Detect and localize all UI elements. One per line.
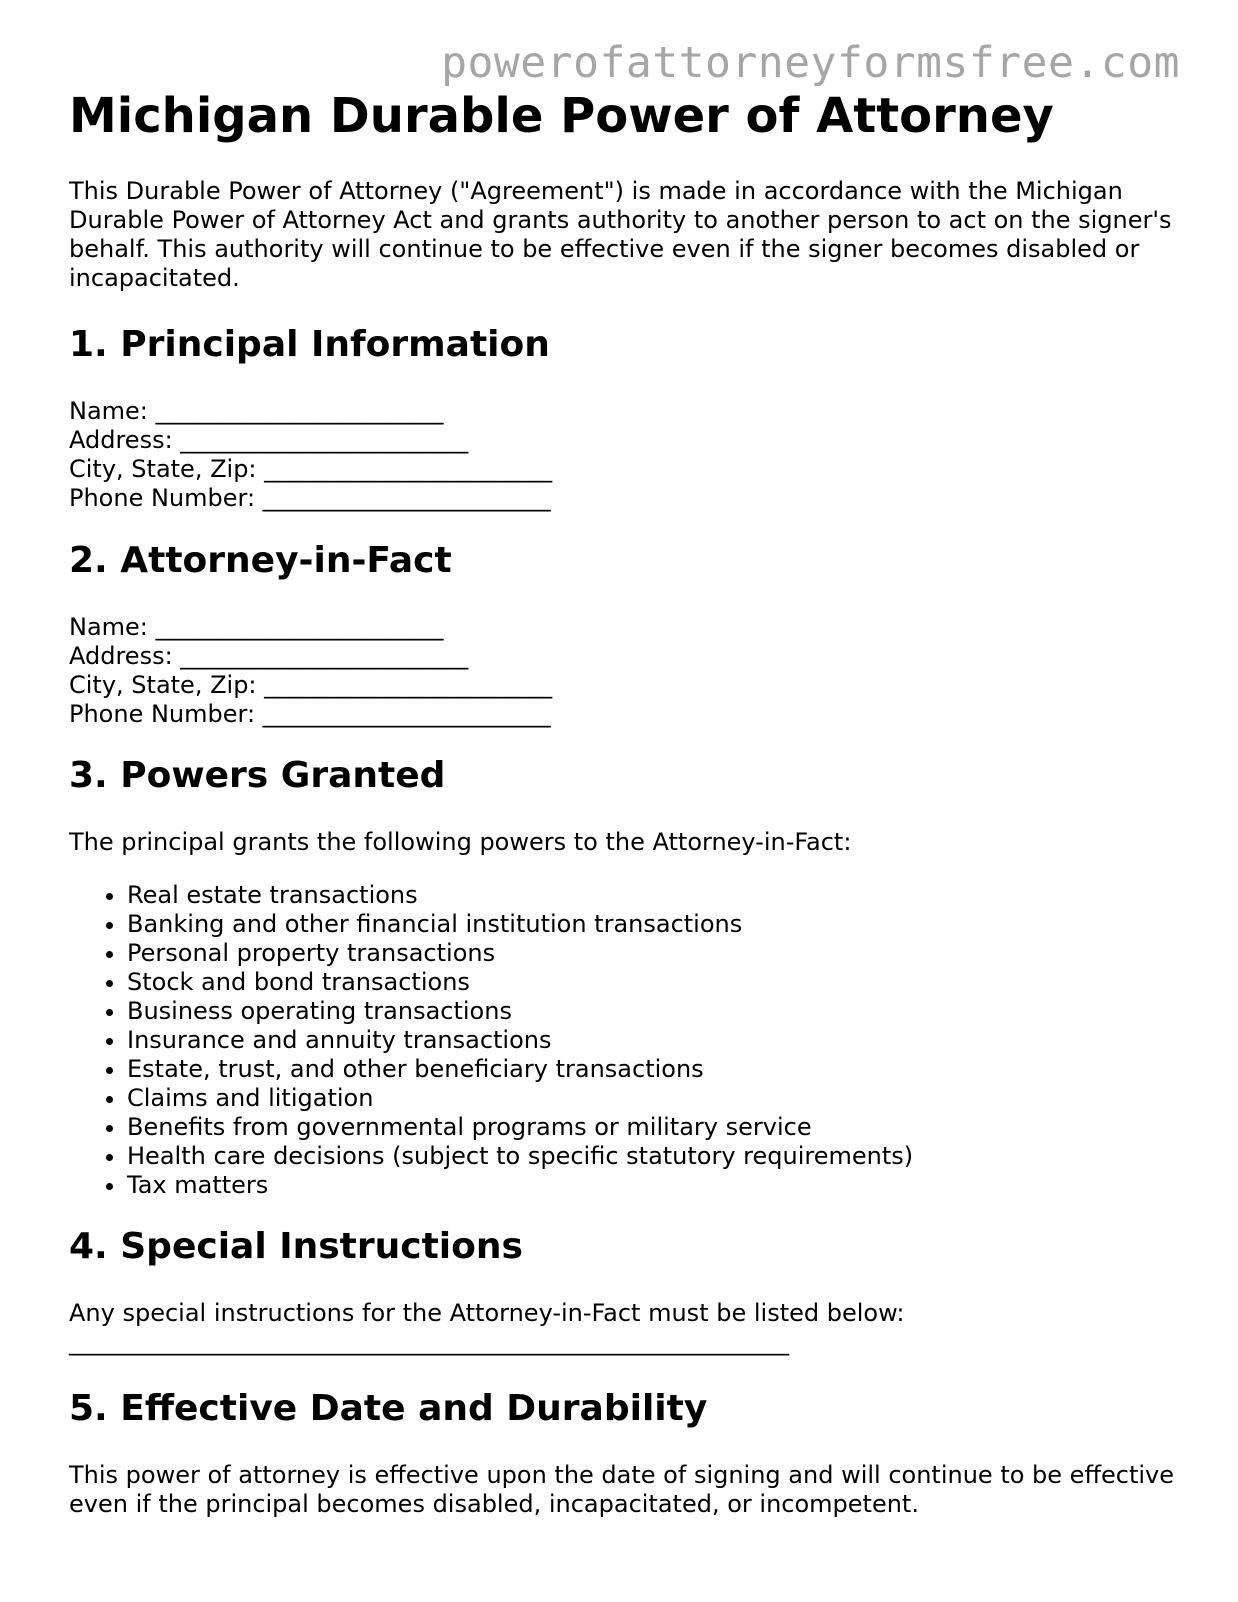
- attorney-phone-field: Phone Number: ________________________: [69, 700, 551, 728]
- list-item: • Health care decisions (subject to specific statutory requirements): [127, 1142, 1179, 1171]
- special-instructions-heading: 4. Special Instructions: [69, 1226, 523, 1267]
- special-instructions-line: ____________________________________________________________: [69, 1328, 789, 1356]
- principal-phone-field: Phone Number: ________________________: [69, 484, 551, 512]
- attorney-address-field: Address: ________________________: [69, 642, 469, 670]
- list-item: • Stock and bond transactions: [127, 968, 1179, 997]
- document-title: Michigan Durable Power of Attorney: [69, 88, 1054, 144]
- list-item: • Estate, trust, and other beneficiary transactions: [127, 1055, 1179, 1084]
- list-item: • Personal property transactions: [127, 939, 1179, 968]
- intro-paragraph: This Durable Power of Attorney ("Agreement") is made in accordance with the Michigan Durable Power of Attorney Act and grants authority to another person to act on the signer's behalf. This authority will continue to be effective even if the signer becomes disabled or incapacitated.: [69, 177, 1172, 292]
- attorney-city-field: City, State, Zip: ________________________: [69, 671, 553, 699]
- special-instructions-text: Any special instructions for the Attorney-in-Fact must be listed below:: [69, 1299, 905, 1327]
- attorney-name-field: Name: ________________________: [69, 613, 444, 641]
- powers-heading: 3. Powers Granted: [69, 755, 446, 796]
- list-item: • Tax matters: [127, 1171, 1179, 1200]
- list-item: • Banking and other financial institution transactions: [127, 910, 1179, 939]
- powers-intro: The principal grants the following powers to the Attorney-in-Fact:: [69, 828, 852, 856]
- principal-city-field: City, State, Zip: ________________________: [69, 455, 553, 483]
- principal-address-field: Address: ________________________: [69, 426, 469, 454]
- principal-name-field: Name: ________________________: [69, 397, 444, 425]
- attorney-heading: 2. Attorney-in-Fact: [69, 540, 452, 581]
- effective-date-text: This power of attorney is effective upon the date of signing and will continue to be effective even if the principal becomes disabled, incapacitated, or incompetent.: [69, 1461, 1174, 1518]
- list-item: • Claims and litigation: [127, 1084, 1179, 1113]
- principal-fields: [69, 397, 1179, 513]
- document-page: [69, 84, 1179, 1519]
- attorney-fields: [69, 613, 1179, 729]
- principal-heading: 1. Principal Information: [69, 324, 550, 365]
- list-item: • Business operating transactions: [127, 997, 1179, 1026]
- list-item: • Insurance and annuity transactions: [127, 1026, 1179, 1055]
- effective-date-heading: 5. Effective Date and Durability: [69, 1388, 708, 1429]
- list-item: • Benefits from governmental programs or military service: [127, 1113, 1179, 1142]
- watermark: powerofattorneyformsfree.com: [441, 38, 1180, 88]
- list-item: • Real estate transactions: [127, 881, 1179, 910]
- powers-list: [69, 881, 1179, 1200]
